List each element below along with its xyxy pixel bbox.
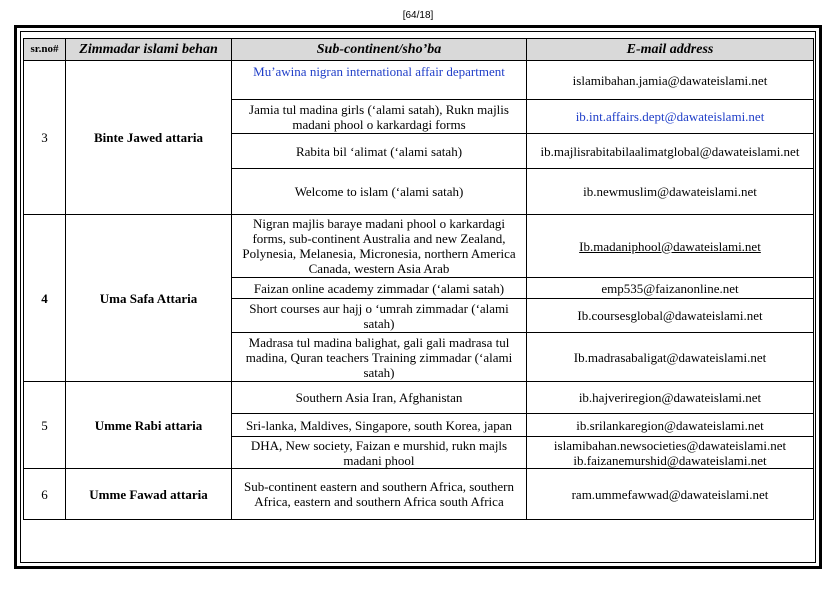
sub-continent-cell: Rabita bil ‘alimat (‘alami satah) — [232, 134, 527, 169]
sr-number: 3 — [24, 61, 66, 215]
email-cell[interactable]: Ib.madaniphool@dawateislami.net — [527, 215, 814, 278]
header-name: Zimmadar islami behan — [66, 39, 232, 61]
person-name: Uma Safa Attaria — [66, 215, 232, 382]
sr-number: 4 — [24, 215, 66, 382]
header-email: E-mail address — [527, 39, 814, 61]
sub-continent-cell: Southern Asia Iran, Afghanistan — [232, 382, 527, 414]
sub-continent-cell: Sri-lanka, Maldives, Singapore, south Korea, japan — [232, 414, 527, 437]
person-name: Umme Fawad attaria — [66, 469, 232, 520]
page-number: [64/18] — [402, 10, 434, 21]
email-cell[interactable]: islamibahan.jamia@dawateislami.net — [527, 61, 814, 100]
email-cell[interactable]: Ib.coursesglobal@dawateislami.net — [527, 299, 814, 333]
email-cell[interactable]: ram.ummefawwad@dawateislami.net — [527, 469, 814, 520]
email-cell[interactable]: ib.hajveriregion@dawateislami.net — [527, 382, 814, 414]
sub-continent-cell: Short courses aur hajj o ‘umrah zimmadar (‘alami satah) — [232, 299, 527, 333]
email-cell[interactable]: ib.majlisrabitabilaalimatglobal@dawateislami.net — [527, 134, 814, 169]
table-row — [24, 469, 814, 520]
person-name: Umme Rabi attaria — [66, 382, 232, 469]
person-name: Binte Jawed attaria — [66, 61, 232, 215]
email-line-2[interactable]: ib.faizanemurshid@dawateislami.net — [573, 452, 767, 468]
sub-continent-cell: Madrasa tul madina balighat, gali gali madrasa tul madina, Quran teachers Training zimmadar (‘alami satah) — [232, 333, 527, 382]
header-sub: Sub-continent/sho’ba — [232, 39, 527, 61]
email-cell[interactable]: emp535@faizanonline.net — [527, 278, 814, 299]
table-row — [24, 215, 814, 278]
contacts-table — [23, 38, 814, 520]
email-cell[interactable]: Ib.madrasabaligat@dawateislami.net — [527, 333, 814, 382]
sr-number: 6 — [24, 469, 66, 520]
email-line-1[interactable]: islamibahan.newsocieties@dawateislami.net — [553, 437, 787, 453]
table-row — [24, 61, 814, 100]
sub-continent-cell: DHA, New society, Faizan e murshid, rukn majls madani phool — [232, 437, 527, 469]
email-cell[interactable]: ib.newmuslim@dawateislami.net — [527, 169, 814, 215]
email-cell — [527, 437, 814, 469]
sub-continent-cell: Sub-continent eastern and southern Africa, southern Africa, eastern and southern Africa south Africa — [232, 469, 527, 520]
table-row — [24, 382, 814, 414]
sub-continent-cell: Welcome to islam (‘alami satah) — [232, 169, 527, 215]
sr-number: 5 — [24, 382, 66, 469]
email-cell[interactable]: ib.srilankaregion@dawateislami.net — [527, 414, 814, 437]
header-row — [24, 39, 814, 61]
sub-continent-cell: Nigran majlis baraye madani phool o karkardagi forms, sub-continent Australia and new Zealand, Polynesia, Melanesia, Micronesia, northern America Canada, western Asia Arab — [232, 215, 527, 278]
email-cell[interactable]: ib.int.affairs.dept@dawateislami.net — [527, 100, 814, 134]
sub-continent-cell: Faizan online academy zimmadar (‘alami satah) — [232, 278, 527, 299]
sub-continent-cell: Jamia tul madina girls (‘alami satah), Rukn majlis madani phool o karkardagi forms — [232, 100, 527, 134]
sub-continent-cell: Mu’awina nigran international affair department — [232, 61, 527, 100]
header-sr: sr.no# — [24, 39, 66, 61]
